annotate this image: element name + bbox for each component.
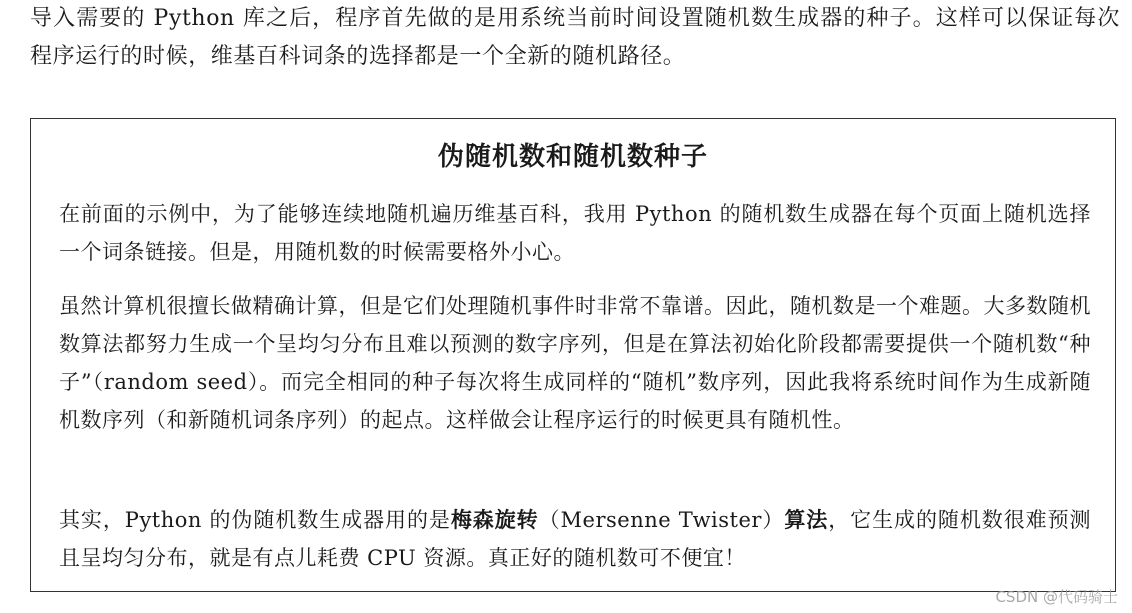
- sidebar-paragraph-2: 虽然计算机很擅长做精确计算，但是它们处理随机事件时非常不靠谱。因此，随机数是一个难题。大多数随机数算法都努力生成一个呈均匀分布且难以预测的数字序列，但是在算法初始化阶段都需要提供一个随机数“种子”（random seed）。而完全相同的种子每次将生成同样的“随机”数序列，因此我将系统时间作为生成新随机数序列（和新随机词条序列）的起点。这样做会让程序运行的时候更具有随机性。: [59, 294, 1091, 432]
- csdn-watermark: CSDN @代码骑士: [995, 588, 1118, 606]
- sidebar-title: 伪随机数和随机数种子: [437, 142, 708, 172]
- paragraph-3-text-3: ，它生成的随机数很难预测且呈均匀分布，就是有点儿耗费 CPU 资源。真正好的随机数可不便宜！: [59, 508, 1092, 570]
- paragraph-3-text-1: 其实，Python 的伪随机数生成器用的是: [59, 508, 451, 532]
- algorithm-term: 算法: [784, 508, 829, 532]
- mersenne-twister-term: 梅森旋转: [450, 508, 539, 532]
- sidebar-box: [30, 118, 1116, 592]
- intro-paragraph: 导入需要的 Python 库之后，程序首先做的是用系统当前时间设置随机数生成器的种子。这样可以保证每次程序运行的时候，维基百科词条的选择都是一个全新的随机路径。: [30, 6, 1120, 69]
- sidebar-paragraph-1: 在前面的示例中，为了能够连续地随机遍历维基百科，我用 Python 的随机数生成器在每个页面上随机选择一个词条链接。但是，用随机数的时候需要格外小心。: [59, 202, 1091, 264]
- sidebar-paragraph-3: [59, 501, 1091, 577]
- paragraph-3-text-2: （Mersenne Twister）: [538, 508, 785, 532]
